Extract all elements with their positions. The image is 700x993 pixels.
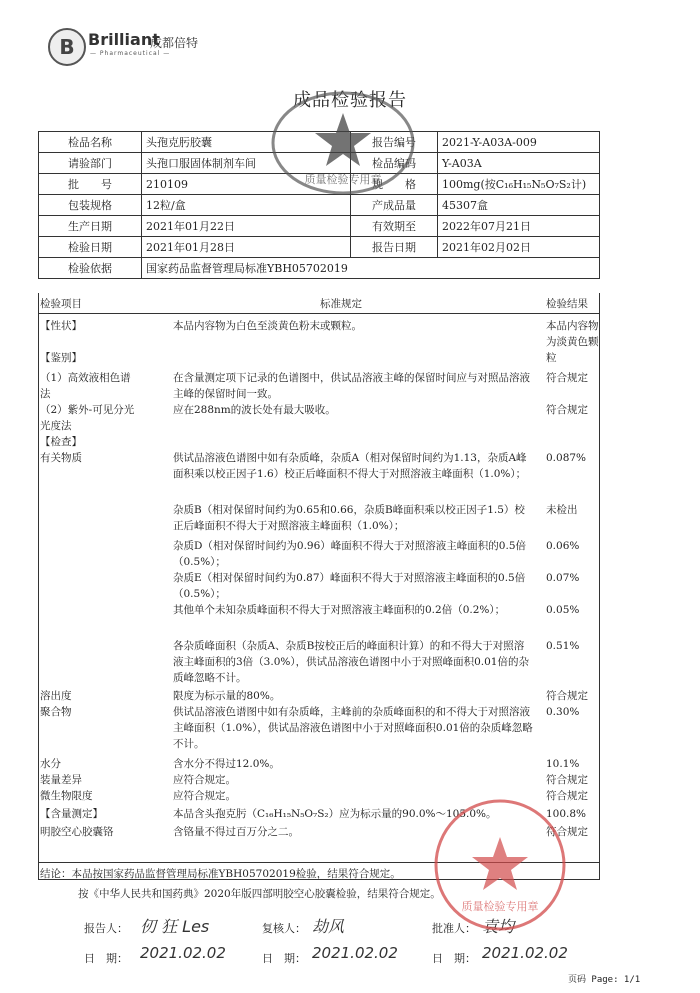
reporter-label: 报告人： xyxy=(84,922,128,935)
header-item: 检验项目 xyxy=(40,298,82,310)
approver-date-label: 日 期： xyxy=(432,952,476,965)
row-standard: 应符合规定。 xyxy=(173,774,236,786)
row-result: 未检出 xyxy=(546,504,578,516)
info-label: 规 格 xyxy=(351,174,438,195)
quality-stamp-top-icon xyxy=(268,88,418,198)
reporter-date-label: 日 期： xyxy=(84,952,128,965)
row-result: 100.8% xyxy=(546,808,587,820)
row-standard: 供试品溶液色谱图中如有杂质峰，主峰前的杂质峰面积的和不得大于对照溶液主峰面积（1.0%），供试品溶液色谱图中小于对照峰面积0.01倍的杂质峰忽略不计。 xyxy=(173,706,533,750)
row-item: 【鉴别】 xyxy=(40,352,82,364)
row-standard: 供试品溶液色谱图中如有杂质峰，杂质A（相对保留时间约为1.13，杂质A峰面积乘以校正因子1.6）校正后峰面积不得大于对照溶液主峰面积（1.0%）； xyxy=(173,452,527,480)
row-result: 0.07% xyxy=(546,572,580,584)
row-item: 明胶空心胶囊铬 xyxy=(40,826,114,838)
info-label: 报告编号 xyxy=(351,132,438,153)
row-standard: 本品含头孢克肟（C₁₆H₁₅N₅O₇S₂）应为标示量的90.0%～105.0%。 xyxy=(173,808,497,820)
info-label: 产成品量 xyxy=(351,195,438,216)
page-title: 成品检验报告 xyxy=(293,90,407,111)
company-stamp-red-icon xyxy=(430,795,570,935)
info-label: 检验依据 xyxy=(39,258,142,279)
row-item: 【检查】 xyxy=(40,436,82,448)
brand-sub: — Pharmaceutical — xyxy=(90,50,171,57)
brand-cn: 成都倍特 xyxy=(150,36,199,50)
info-value: 2021年01月22日 xyxy=(142,216,351,237)
info-row xyxy=(39,216,600,237)
row-item: 【性状】 xyxy=(40,320,82,332)
info-label: 检品编码 xyxy=(351,153,438,174)
row-result: 符合规定 xyxy=(546,690,588,702)
info-label: 检品名称 xyxy=(39,132,142,153)
row-item: 【含量测定】 xyxy=(40,808,103,820)
info-label: 批 号 xyxy=(39,174,142,195)
info-value: 2021年02月02日 xyxy=(438,237,600,258)
row-standard: 限度为标示量的80%。 xyxy=(173,690,281,702)
row-standard: 在含量测定项下记录的色谱图中，供试品溶液主峰的保留时间应与对照品溶液主峰的保留时间一致。 xyxy=(173,372,530,400)
info-label: 检验日期 xyxy=(39,237,142,258)
header-result: 检验结果 xyxy=(546,298,588,310)
info-label: 包装规格 xyxy=(39,195,142,216)
info-value: 210109 xyxy=(142,174,351,195)
info-label: 请验部门 xyxy=(39,153,142,174)
row-standard: 其他单个未知杂质峰面积不得大于对照溶液主峰面积的0.2倍（0.2%）； xyxy=(173,604,506,616)
info-value: 12粒/盒 xyxy=(142,195,351,216)
row-item: 装量差异 xyxy=(40,774,82,786)
brand-logo-icon: B xyxy=(48,28,86,66)
row-result: 0.05% xyxy=(546,604,580,616)
row-result: 0.087% xyxy=(546,452,587,464)
row-standard: 杂质E（相对保留时间约为0.87）峰面积不得大于对照溶液主峰面积的0.5倍（0.5%）； xyxy=(173,572,526,600)
row-standard: 杂质D（相对保留时间约为0.96）峰面积不得大于对照溶液主峰面积的0.5倍（0.5%）； xyxy=(173,540,526,568)
reporter-date: 2021.02.02 xyxy=(140,944,226,962)
row-result: 符合规定 xyxy=(546,404,588,416)
conclusion-line-2: 按《中华人民共和国药典》2020年版四部明胶空心胶囊检验，结果符合规定。 xyxy=(78,888,441,900)
reviewer-label: 复核人： xyxy=(262,922,306,935)
reviewer-date-label: 日 期： xyxy=(262,952,306,965)
info-label: 报告日期 xyxy=(351,237,438,258)
row-standard: 含水分不得过12.0%。 xyxy=(173,758,280,770)
header-standard: 标准规定 xyxy=(320,298,362,310)
brand-name: Brilliant xyxy=(88,30,160,49)
row-item: 溶出度 xyxy=(40,690,72,702)
row-item: 水分 xyxy=(40,758,61,770)
info-value: 国家药品监督管理局标准YBH05702019 xyxy=(142,258,600,279)
stamp-bottom-text: 质量检验专用章 xyxy=(461,900,539,913)
row-standard: 应符合规定。 xyxy=(173,790,236,802)
info-value: 头孢克肟胶囊 xyxy=(142,132,351,153)
info-row xyxy=(39,237,600,258)
info-row xyxy=(39,195,600,216)
row-standard: 本品内容物为白色至淡黄色粉末或颗粒。 xyxy=(173,320,362,332)
info-value: Y-A03A xyxy=(438,153,600,174)
info-value: 2021年01月28日 xyxy=(142,237,351,258)
row-result: 符合规定 xyxy=(546,372,588,384)
row-result: 符合规定 xyxy=(546,774,588,786)
row-result: 符合规定 xyxy=(546,826,588,838)
row-result: 符合规定 xyxy=(546,790,588,802)
header-divider xyxy=(38,313,600,314)
row-result: 0.30% xyxy=(546,706,580,718)
conclusion-line-1: 结论：本品按国家药品监督管理局标准YBH05702019检验，结果符合规定。 xyxy=(40,868,401,880)
info-row xyxy=(39,258,600,279)
info-value: 100mg(按C₁₆H₁₅N₅O₇S₂计) xyxy=(438,174,600,195)
reviewer-signature: 劫风 xyxy=(312,917,345,936)
info-label: 生产日期 xyxy=(39,216,142,237)
reviewer-date: 2021.02.02 xyxy=(312,944,398,962)
info-label: 有效期至 xyxy=(351,216,438,237)
row-item: （1）高效液相色谱法 xyxy=(40,372,131,400)
row-item: 有关物质 xyxy=(40,452,82,464)
info-value: 45307盒 xyxy=(438,195,600,216)
row-result: 10.1% xyxy=(546,758,580,770)
row-standard: 含铬量不得过百万分之二。 xyxy=(173,826,299,838)
info-value: 头孢口服固体制剂车间 xyxy=(142,153,351,174)
row-item: （2）紫外-可见分光光度法 xyxy=(40,404,135,432)
approver-label: 批准人： xyxy=(432,922,476,935)
row-standard: 杂质B（相对保留时间约为0.65和0.66，杂质B峰面积乘以校正因子1.5）校正后峰面积不得大于对照溶液主峰面积（1.0%）； xyxy=(173,504,525,532)
page-number: 页码 Page: 1/1 xyxy=(568,975,641,985)
reporter-signature: 仞 狂 Les xyxy=(140,917,210,936)
info-value: 2022年07月21日 xyxy=(438,216,600,237)
info-value: 2021-Y-A03A-009 xyxy=(438,132,600,153)
row-standard: 应在288nm的波长处有最大吸收。 xyxy=(173,404,336,416)
approver-date: 2021.02.02 xyxy=(482,944,568,962)
row-result: 本品内容物为淡黄色颗粒 xyxy=(546,320,599,364)
row-result: 0.51% xyxy=(546,640,580,652)
approver-signature: 袁均 xyxy=(482,917,515,936)
row-result: 0.06% xyxy=(546,540,580,552)
stamp-top-text: 质量检验专用章 xyxy=(304,173,382,186)
row-item: 微生物限度 xyxy=(40,790,93,802)
row-standard: 各杂质峰面积（杂质A、杂质B按校正后的峰面积计算）的和不得大于对照溶液主峰面积的3倍（3.0%），供试品溶液色谱图中小于对照峰面积0.01倍的杂质峰忽略不计。 xyxy=(173,640,529,684)
row-item: 聚合物 xyxy=(40,706,72,718)
